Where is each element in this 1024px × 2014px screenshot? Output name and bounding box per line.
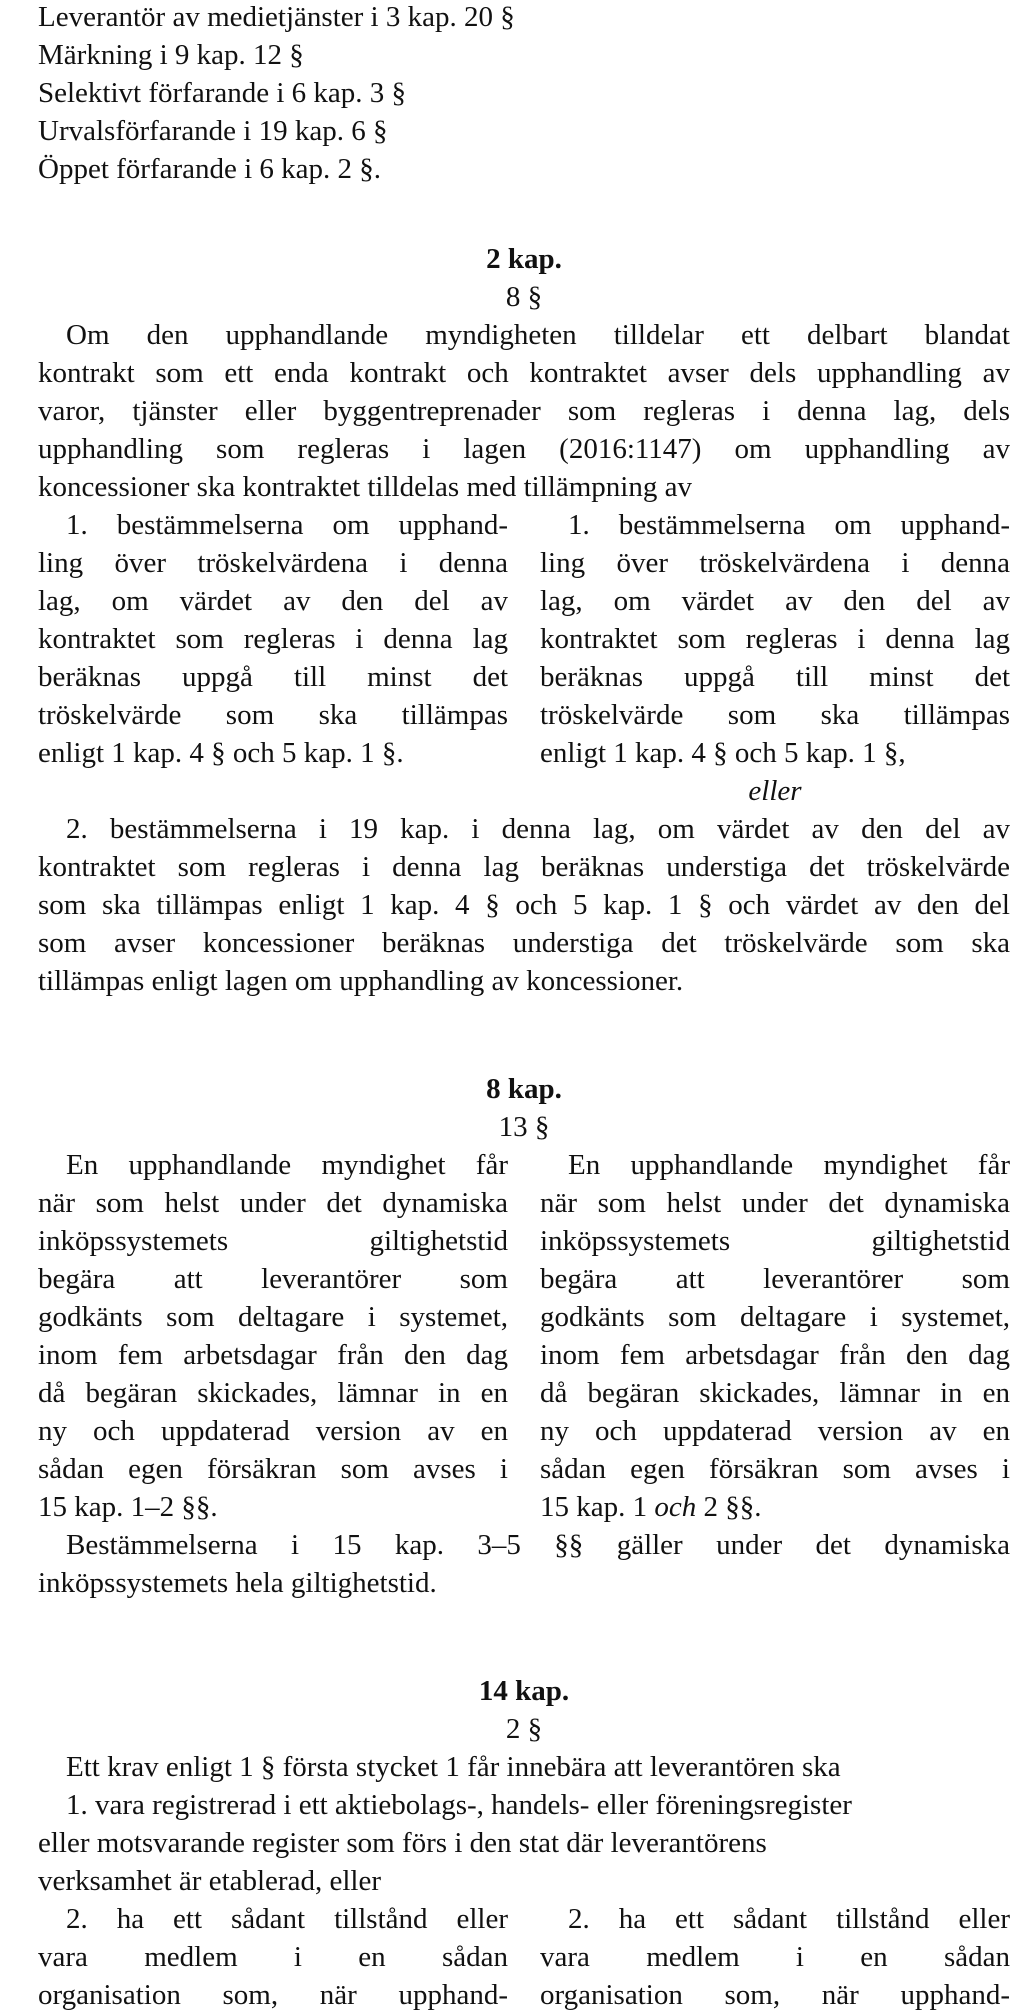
text-line: kontraktet som regleras i denna lag [540,623,1010,655]
text-line: kontraktet som regleras i denna lag [38,623,508,655]
text-line: då begäran skickades, lämnar in en [38,1377,508,1409]
text-line: inom fem arbetsdagar från den dag [540,1339,1010,1371]
text-line: ling över tröskelvärdena i denna [38,547,508,579]
text-line: organisation som, när upphand- [540,1979,1010,2011]
section-8-kap-13 [38,1070,1010,1602]
text-line: En upphandlande myndighet får [568,1149,1010,1181]
paragraph-heading: 8 § [505,281,543,313]
text-line [540,1488,1010,1526]
text-line: enligt 1 kap. 4 § och 5 kap. 1 §, [540,737,906,769]
definition-item: Öppet förfarande i 6 kap. 2 §. [38,153,382,185]
column-proposed-wording [540,1900,1010,2014]
column-current-wording [38,1900,508,2014]
text-line: tillämpas enligt lagen om upphandling av koncessioner. [38,965,684,997]
document-page [38,0,1010,2014]
text-line: verksamhet är etablerad, eller [38,1865,381,1897]
text-line: En upphandlande myndighet får [66,1149,508,1181]
text-line: vara medlem i en sådan [540,1941,1010,1973]
column-proposed-wording [540,506,1010,810]
section-2-kap-8 [38,240,1010,1000]
comparison-columns [38,1146,1010,1526]
text-line: inom fem arbetsdagar från den dag [38,1339,508,1371]
text-line: enligt 1 kap. 4 § och 5 kap. 1 §. [38,737,404,769]
chapter-heading: 14 kap. [478,1675,570,1707]
text-line: ling över tröskelvärdena i denna [540,547,1010,579]
text-line: 15 kap. 1–2 §§. [38,1491,218,1523]
spacer [38,1602,1010,1672]
column-proposed-wording [540,1146,1010,1526]
text-line: inköpssystemets hela giltighetstid. [38,1567,437,1599]
added-word-och: och [654,1491,697,1523]
definitions-list [38,0,1010,188]
text-line: lag, om värdet av den del av [540,585,1010,617]
text-line: Om den upphandlande myndigheten tilldelar ett delbart blandat [66,319,1010,351]
tail-paragraph [38,1526,1010,1602]
text-line: eller motsvarande register som förs i den stat där leverantörens [38,1827,767,1859]
text-line: tröskelvärde som ska tillämpas [38,699,508,731]
text-line: upphandling som regleras i lagen (2016:1147) om upphandling av [38,433,1010,465]
text-line: 1. bestämmelserna om upphand- [568,509,1010,541]
definition-item: Selektivt förfarande i 6 kap. 3 § [38,77,407,109]
text-line: 2. ha ett sådant tillstånd eller [568,1903,1010,1935]
text-line: sådan egen försäkran som avses i [540,1453,1010,1485]
tail-paragraph [38,810,1010,1000]
text-line: då begäran skickades, lämnar in en [540,1377,1010,1409]
paragraph-heading: 13 § [498,1111,550,1143]
text-line: godkänts som deltagare i systemet, [38,1301,508,1333]
text-line: godkänts som deltagare i systemet, [540,1301,1010,1333]
text-line: sådan egen försäkran som avses i [38,1453,508,1485]
text-line: 2. ha ett sådant tillstånd eller [66,1903,508,1935]
definition-item: Märkning i 9 kap. 12 § [38,39,304,71]
column-current-wording [38,1146,508,1526]
text-line: ny och uppdaterad version av en [38,1415,508,1447]
added-word-eller: eller [748,775,802,807]
text-line: Bestämmelserna i 15 kap. 3–5 §§ gäller under det dynamiska [66,1529,1010,1561]
spacer [38,188,1010,240]
text-line: inköpssystemets giltighetstid [38,1225,508,1257]
comparison-columns [38,1900,1010,2014]
text-line: koncessioner ska kontraktet tilldelas med tillämpning av [38,471,692,503]
text-line: lag, om värdet av den del av [38,585,508,617]
text-line: som avser koncessioner beräknas understiga det tröskelvärde som ska [38,927,1010,959]
text-line: kontrakt som ett enda kontrakt och kontraktet avser dels upphandling av [38,357,1010,389]
definition-item: Leverantör av medietjänster i 3 kap. 20 § [38,1,515,33]
text-fragment: 2 §§. [696,1491,762,1523]
section-14-kap-2 [38,1672,1010,2014]
intro-paragraph [38,1748,1010,1900]
column-current-wording [38,506,508,810]
text-line: vara medlem i en sådan [38,1941,508,1973]
text-line: när som helst under det dynamiska [540,1187,1010,1219]
paragraph-heading: 2 § [505,1713,543,1745]
text-line: inköpssystemets giltighetstid [540,1225,1010,1257]
text-line: 1. bestämmelserna om upphand- [66,509,508,541]
text-line: beräknas uppgå till minst det [540,661,1010,693]
text-line: 2. bestämmelserna i 19 kap. i denna lag, om värdet av den del av [66,813,1010,845]
chapter-heading: 8 kap. [486,1073,562,1105]
text-line: 1. vara registrerad i ett aktiebolags-, handels- eller föreningsregister [66,1789,852,1821]
comparison-columns [38,506,1010,810]
text-line: organisation som, när upphand- [38,1979,508,2011]
definition-item: Urvalsförfarande i 19 kap. 6 § [38,115,388,147]
text-line: beräknas uppgå till minst det [38,661,508,693]
chapter-heading: 2 kap. [486,243,562,275]
text-line: Ett krav enligt 1 § första stycket 1 får innebära att leverantören ska [66,1751,841,1783]
text-line: begära att leverantörer som [540,1263,1010,1295]
text-line: tröskelvärde som ska tillämpas [540,699,1010,731]
text-line: begära att leverantörer som [38,1263,508,1295]
text-line: som ska tillämpas enligt 1 kap. 4 § och 5 kap. 1 § och värdet av den del [38,889,1010,921]
text-line: varor, tjänster eller byggentreprenader som regleras i denna lag, dels [38,395,1010,427]
text-line: kontraktet som regleras i denna lag beräknas understiga det tröskelvärde [38,851,1010,883]
intro-paragraph [38,316,1010,506]
text-line: ny och uppdaterad version av en [540,1415,1010,1447]
text-line: när som helst under det dynamiska [38,1187,508,1219]
spacer [38,1000,1010,1070]
text-fragment: 15 kap. 1 [540,1491,655,1523]
